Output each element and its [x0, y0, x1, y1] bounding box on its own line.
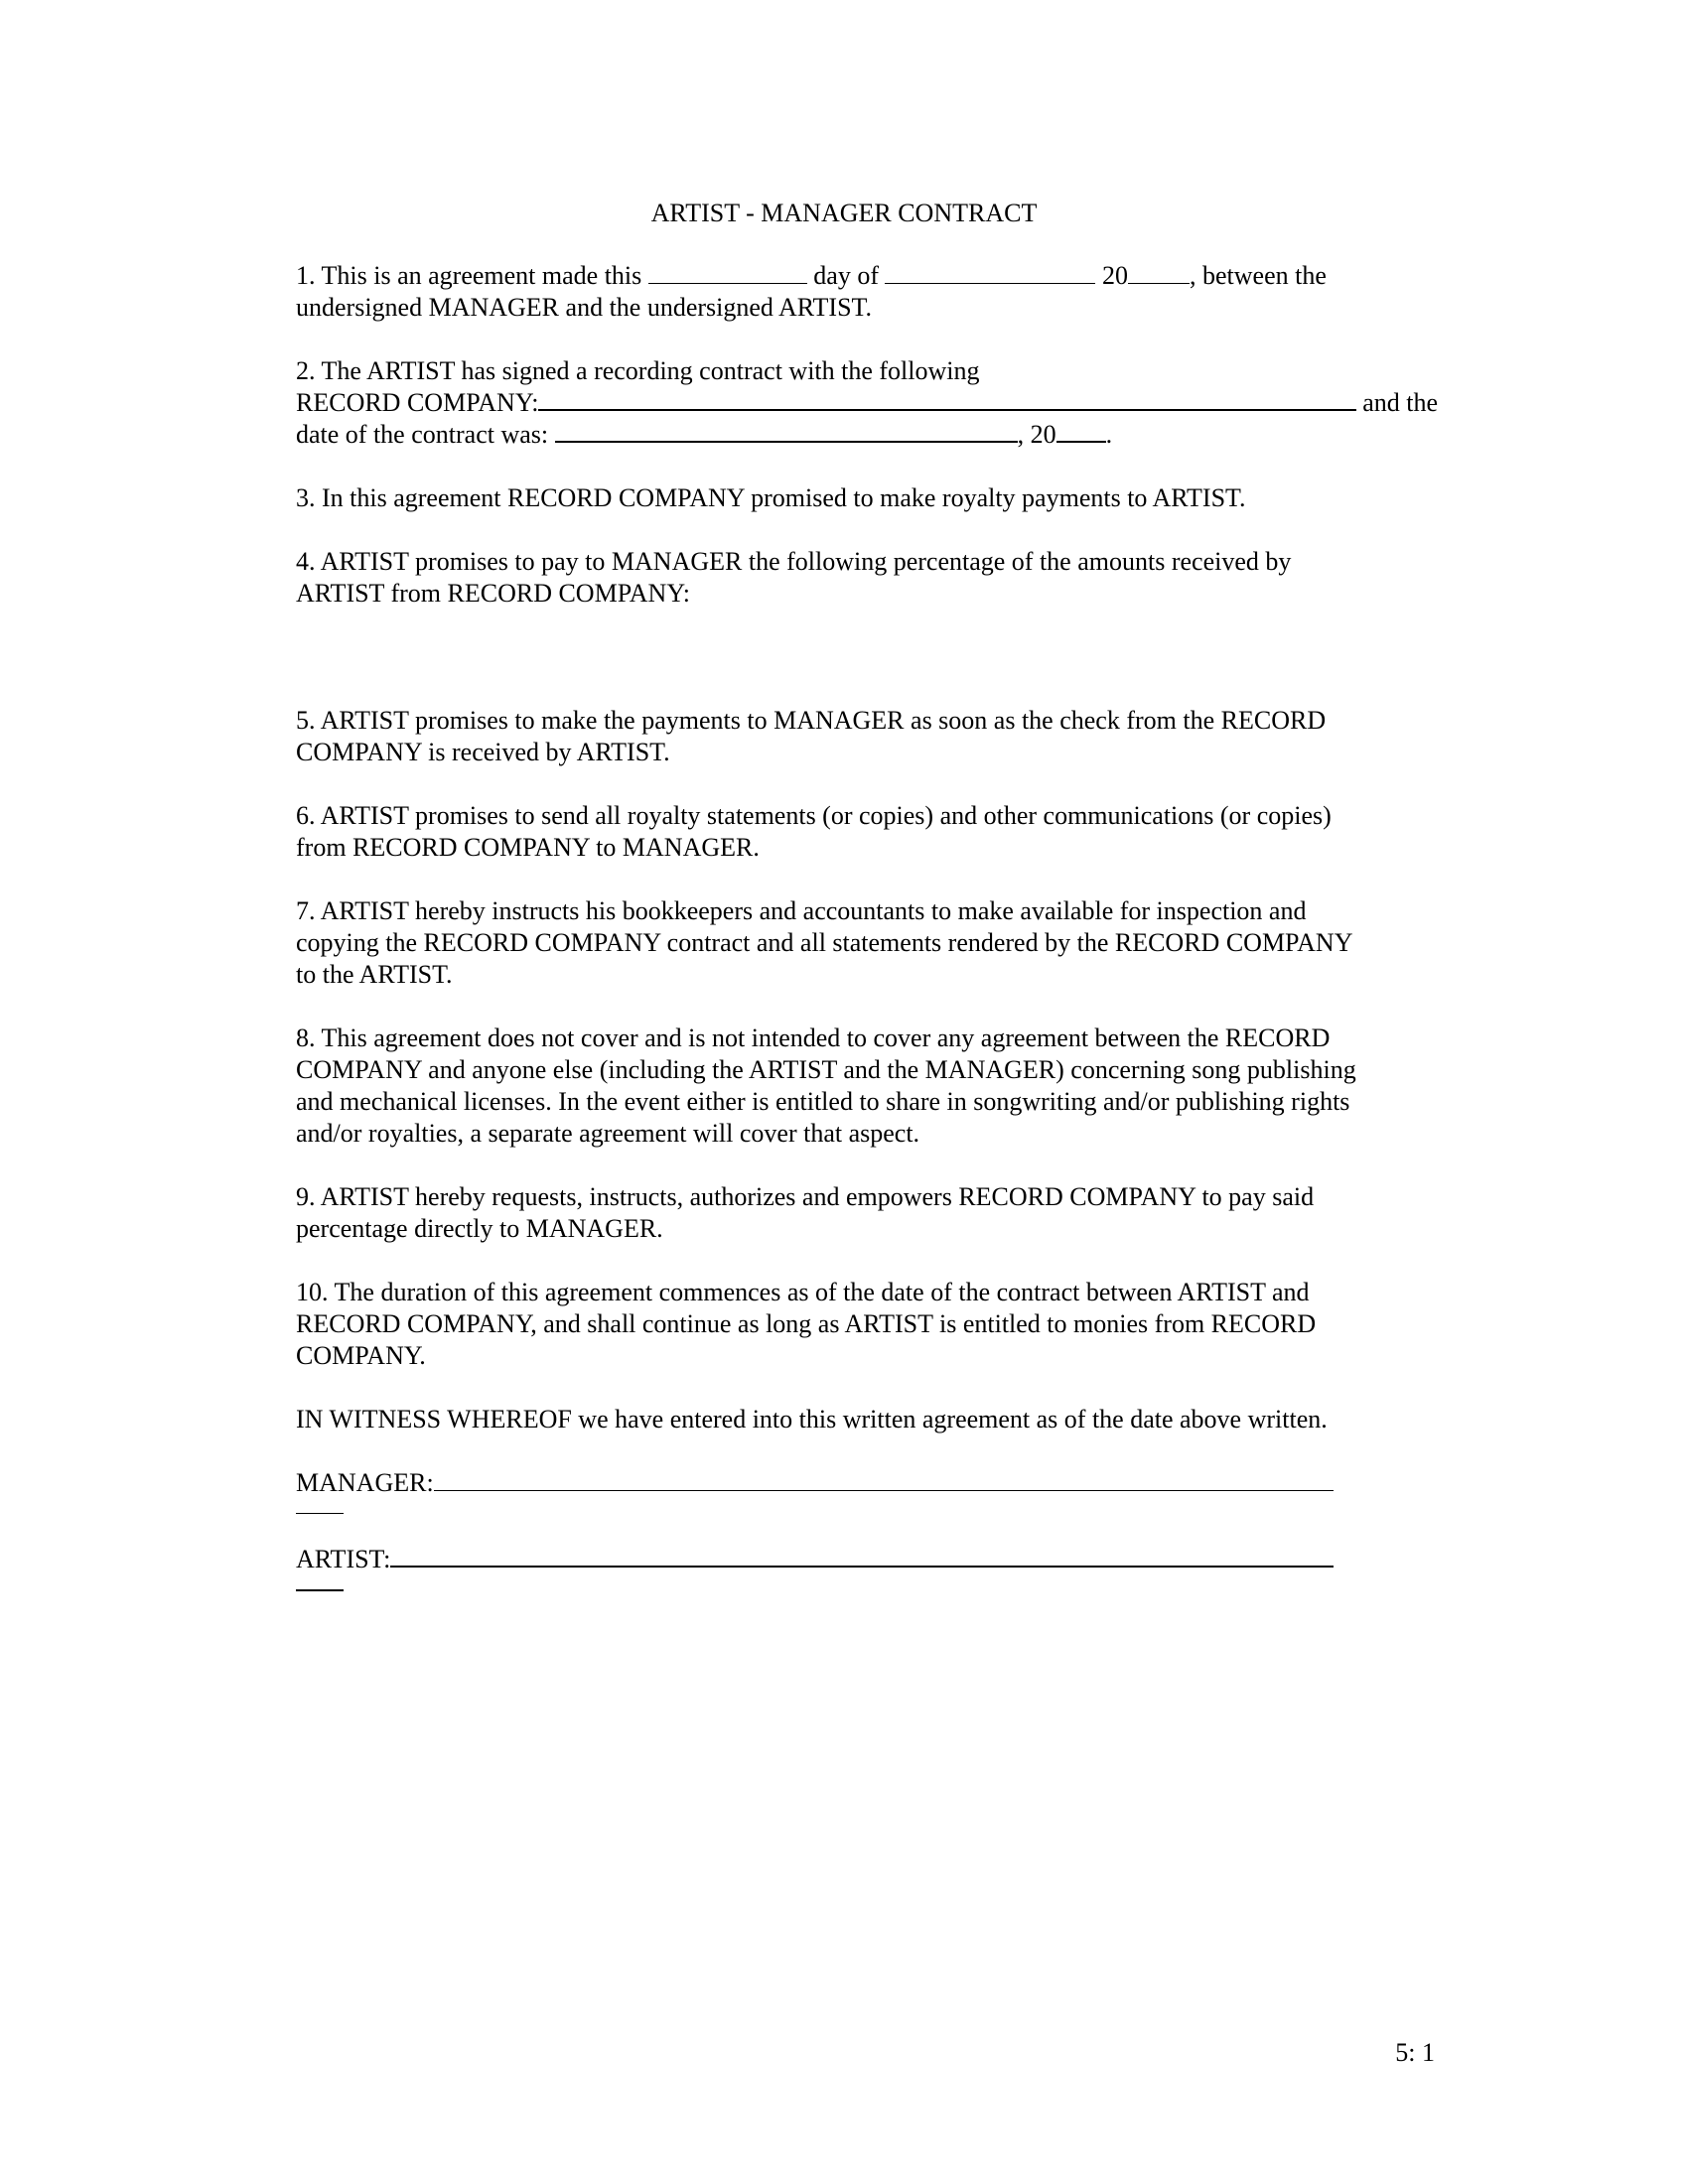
artist-signature-tail: [296, 1575, 344, 1591]
clause-3-line-1: 3. In this agreement RECORD COMPANY promised to make royalty payments to ARTIST.: [296, 483, 1246, 512]
clause-1-text-a: 1. This is an agreement made this: [296, 261, 642, 290]
clause-7-line-3: to the ARTIST.: [296, 960, 453, 989]
clause-1-text-c: 20: [1101, 261, 1128, 290]
clause-10-line-3: COMPANY.: [296, 1341, 426, 1370]
clause-7-line-1: 7. ARTIST hereby instructs his bookkeepers and accountants to make available for inspection and: [296, 896, 1307, 925]
page-number: 5: 1: [1395, 2038, 1435, 2067]
clause-7: [296, 895, 1438, 991]
manager-signature-line[interactable]: [434, 1468, 1334, 1491]
manager-signature-tail: [296, 1499, 344, 1514]
clause-2-line-2: [296, 387, 1438, 419]
clause-8-line-1: 8. This agreement does not cover and is not intended to cover any agreement between the RECORD: [296, 1024, 1331, 1052]
clause-2-line-3: [296, 419, 1438, 451]
clause-5-line-1: 5. ARTIST promises to make the payments to MANAGER as soon as the check from the RECORD: [296, 706, 1327, 735]
record-company-blank[interactable]: [538, 387, 1356, 411]
clause-4-line-1: 4. ARTIST promises to pay to MANAGER the following percentage of the amounts received by: [296, 547, 1292, 576]
clause-6-line-2: from RECORD COMPANY to MANAGER.: [296, 833, 760, 862]
contract-body: [296, 260, 1438, 1621]
witness-clause: [296, 1404, 1438, 1435]
month-blank[interactable]: [885, 261, 1095, 284]
clause-2-text-e: , 20: [1017, 420, 1056, 449]
clause-2-line-1: 2. The ARTIST has signed a recording contract with the following: [296, 356, 980, 385]
clause-9-line-2: percentage directly to MANAGER.: [296, 1214, 663, 1243]
clause-8: [296, 1023, 1438, 1150]
clause-4: [296, 546, 1438, 610]
clause-1-text-d: , between the: [1189, 261, 1327, 290]
clause-5: [296, 705, 1438, 768]
clause-2-text-f: .: [1105, 420, 1113, 449]
clause-2-text-d: date of the contract was:: [296, 420, 549, 449]
witness-line: IN WITNESS WHEREOF we have entered into this written agreement as of the date above written.: [296, 1405, 1328, 1433]
artist-signature-line[interactable]: [390, 1544, 1334, 1568]
contract-date-blank[interactable]: [555, 419, 1018, 443]
manager-label: MANAGER:: [296, 1468, 434, 1497]
clause-10-line-1: 10. The duration of this agreement commences as of the date of the contract between ARTIST and: [296, 1278, 1310, 1306]
clause-2: [296, 355, 1438, 451]
day-blank[interactable]: [648, 261, 807, 284]
clause-6-line-1: 6. ARTIST promises to send all royalty statements (or copies) and other communications (or copies): [296, 801, 1332, 830]
clause-2-text-c: and the: [1362, 388, 1438, 417]
clause-4-line-2: ARTIST from RECORD COMPANY:: [296, 579, 690, 608]
clause-8-line-2: COMPANY and anyone else (including the ARTIST and the MANAGER) concerning song publishing: [296, 1055, 1356, 1084]
clause-1-text-b: day of: [813, 261, 879, 290]
clause-1-line-1: [296, 260, 1438, 292]
artist-signature-row: [296, 1544, 1334, 1575]
clause-10-line-2: RECORD COMPANY, and shall continue as long as ARTIST is entitled to monies from RECORD: [296, 1309, 1317, 1338]
clause-9-line-1: 9. ARTIST hereby requests, instructs, authorizes and empowers RECORD COMPANY to pay said: [296, 1182, 1315, 1211]
clause-10: [296, 1277, 1438, 1372]
clause-1-line-2: undersigned MANAGER and the undersigned ARTIST.: [296, 293, 872, 322]
clause-2-text-b: RECORD COMPANY:: [296, 388, 539, 417]
clause-7-line-2: copying the RECORD COMPANY contract and all statements rendered by the RECORD COMPANY: [296, 928, 1353, 957]
clause-5-line-2: COMPANY is received by ARTIST.: [296, 738, 670, 766]
document-title: ARTIST - MANAGER CONTRACT: [650, 199, 1038, 227]
clause-8-line-4: and/or royalties, a separate agreement will cover that aspect.: [296, 1119, 920, 1148]
year-blank[interactable]: [1128, 261, 1190, 284]
manager-signature-row: [296, 1467, 1334, 1499]
clause-3: [296, 482, 1438, 514]
clause-6: [296, 800, 1438, 864]
contract-year-blank[interactable]: [1056, 419, 1106, 443]
clause-9: [296, 1181, 1438, 1245]
clause-8-line-3: and mechanical licenses. In the event either is entitled to share in songwriting and/or publishing rights: [296, 1087, 1350, 1116]
clause-1: [296, 260, 1438, 324]
artist-signature-block: [296, 1544, 1438, 1591]
artist-label: ARTIST:: [296, 1545, 391, 1573]
manager-signature-block: [296, 1467, 1438, 1514]
